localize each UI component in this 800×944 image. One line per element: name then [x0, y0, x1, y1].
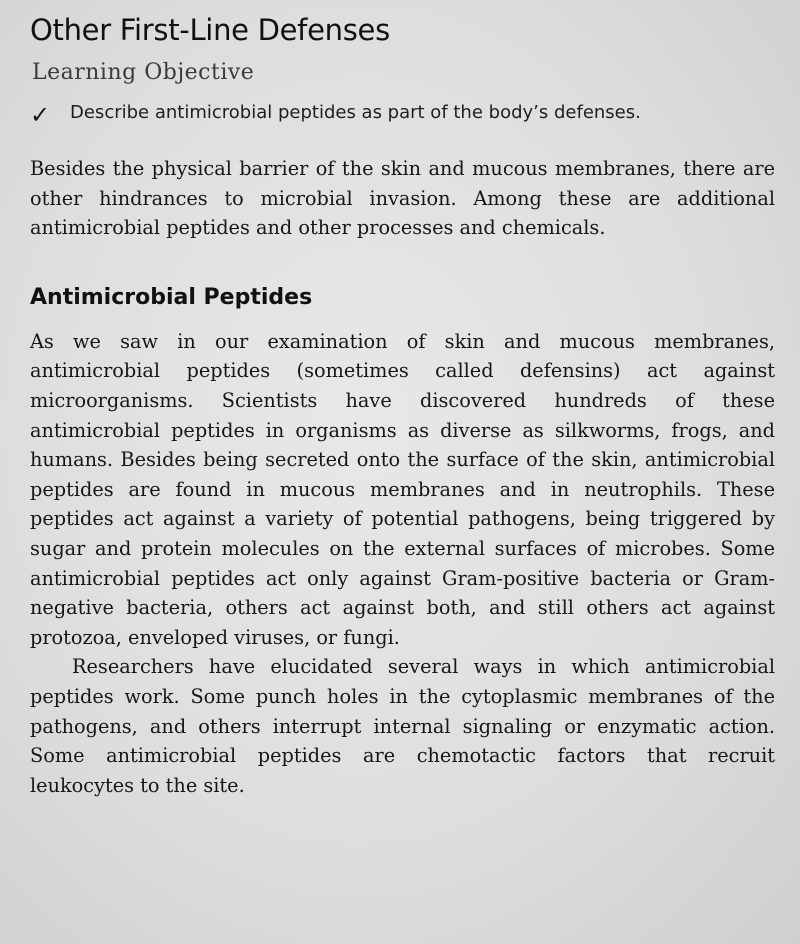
learning-objective-text: Describe antimicrobial peptides as part of the body’s defenses.	[70, 102, 641, 123]
section-title: Other First-Line Defenses	[30, 13, 390, 47]
subsection-title: Antimicrobial Peptides	[30, 284, 313, 310]
learning-objective-item	[30, 96, 775, 128]
check-icon: ✓	[30, 101, 51, 129]
learning-objective-list	[30, 96, 775, 128]
page-content	[30, 10, 775, 800]
body-paragraph: As we saw in our examination of skin and mucous membranes, antimicrobial peptides (sometimes called defensins) act against microorganisms. Scientists have discovered hundreds of these antimicrobial peptides in organisms as diverse as silkworms, frogs, and humans. Besides being secreted onto the surface of the skin, antimicrobial peptides are found in mucous membranes and in neutrophils. These peptides act against a variety of potential pathogens, being triggered by sugar and protein molecules on the external surfaces of microbes. Some antimicrobial peptides act only against Gram-positive bacteria or Gram-negative bacteria, others act against both, and still others act against protozoa, enveloped viruses, or fungi.	[30, 329, 775, 649]
body-paragraph: Researchers have elucidated several ways in which antimicrobial peptides work. Some punch holes in the cytoplasmic membranes of the pathogens, and others interrupt internal signaling or enzymatic action. Some antimicrobial peptides are chemotactic factors that recruit leukocytes to the site.	[30, 655, 775, 797]
intro-paragraph: Besides the physical barrier of the skin and mucous membranes, there are other hindrances to microbial invasion. Among these are additional antimicrobial peptides and other processes and chemicals.	[30, 157, 775, 240]
learning-objective-heading: Learning Objective	[32, 60, 255, 85]
